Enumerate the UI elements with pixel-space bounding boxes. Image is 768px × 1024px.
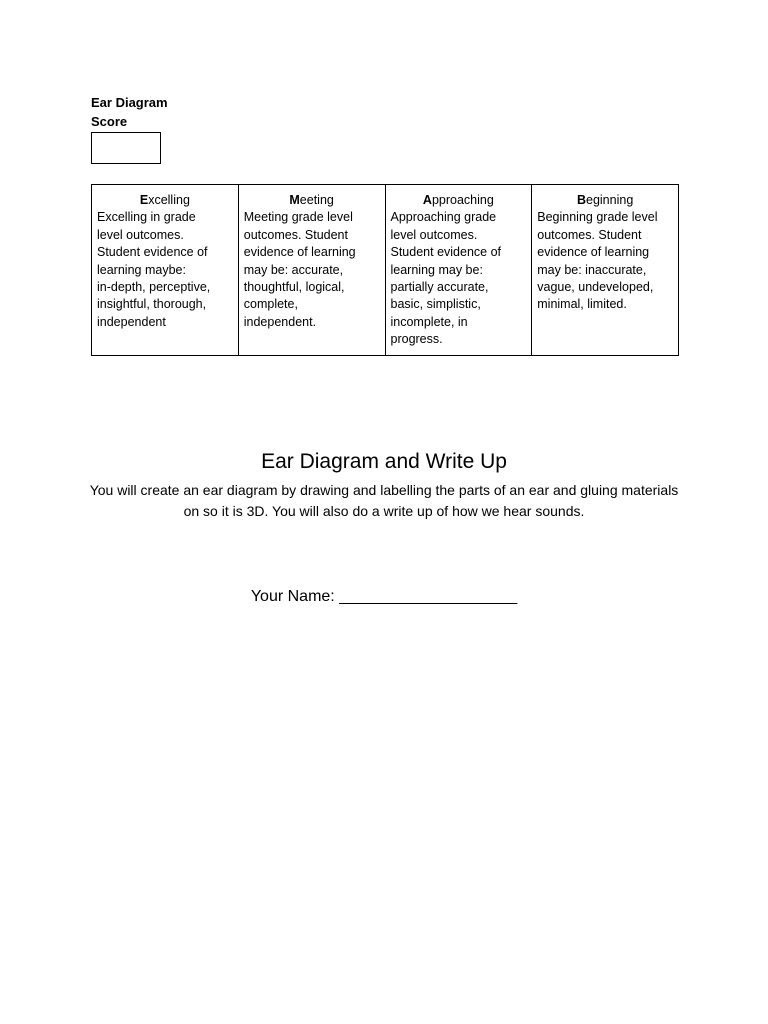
rubric-desc-meeting: Meeting grade level outcomes. Student evidence of learning may be: accurate, thoughtful, logical, complete, independent. bbox=[243, 210, 356, 329]
rubric-cell-meeting bbox=[238, 185, 385, 356]
rubric-initial: B bbox=[576, 193, 586, 207]
rubric-title-excelling bbox=[97, 192, 233, 209]
rubric-desc-approaching: Approaching grade level outcomes. Student evidence of learning may be: partially accurate, basic, simplistic, incomplete, in progress. bbox=[390, 210, 501, 347]
score-box[interactable] bbox=[91, 132, 161, 164]
rubric-cell-excelling bbox=[92, 185, 239, 356]
your-name-field[interactable]: Your Name: ____________________ bbox=[250, 588, 518, 605]
rubric-desc-excelling: Excelling in grade level outcomes. Student evidence of learning maybe: in-depth, perceptive, insightful, thorough, independent bbox=[97, 210, 211, 329]
rubric-table bbox=[91, 184, 679, 356]
rubric-title-approaching bbox=[391, 192, 527, 209]
rubric-initial: M bbox=[289, 193, 300, 207]
rubric-cell-beginning bbox=[532, 185, 679, 356]
score-heading bbox=[91, 93, 168, 131]
score-heading-line1: Ear Diagram bbox=[91, 95, 168, 110]
rubric-title-beginning bbox=[537, 192, 673, 209]
document-title: Ear Diagram and Write Up bbox=[261, 450, 507, 473]
rubric-cell-approaching bbox=[385, 185, 532, 356]
assignment-description: You will create an ear diagram by drawing and labelling the parts of an ear and gluing materials on so it is 3D. You will also do a write up of how we hear sounds. bbox=[89, 482, 679, 519]
rubric-title-rest: xcelling bbox=[148, 193, 190, 207]
rubric-initial: E bbox=[139, 193, 149, 207]
score-heading-line2: Score bbox=[91, 114, 128, 129]
rubric-title-rest: eginning bbox=[586, 193, 634, 207]
rubric-title-rest: eeting bbox=[299, 193, 334, 207]
rubric-title-meeting bbox=[244, 192, 380, 209]
rubric-initial: A bbox=[422, 193, 432, 207]
rubric-desc-beginning: Beginning grade level outcomes. Student evidence of learning may be: inaccurate, vague, undeveloped, minimal, limited. bbox=[537, 210, 658, 312]
rubric-title-rest: pproaching bbox=[431, 193, 494, 207]
rubric-row bbox=[92, 185, 679, 356]
